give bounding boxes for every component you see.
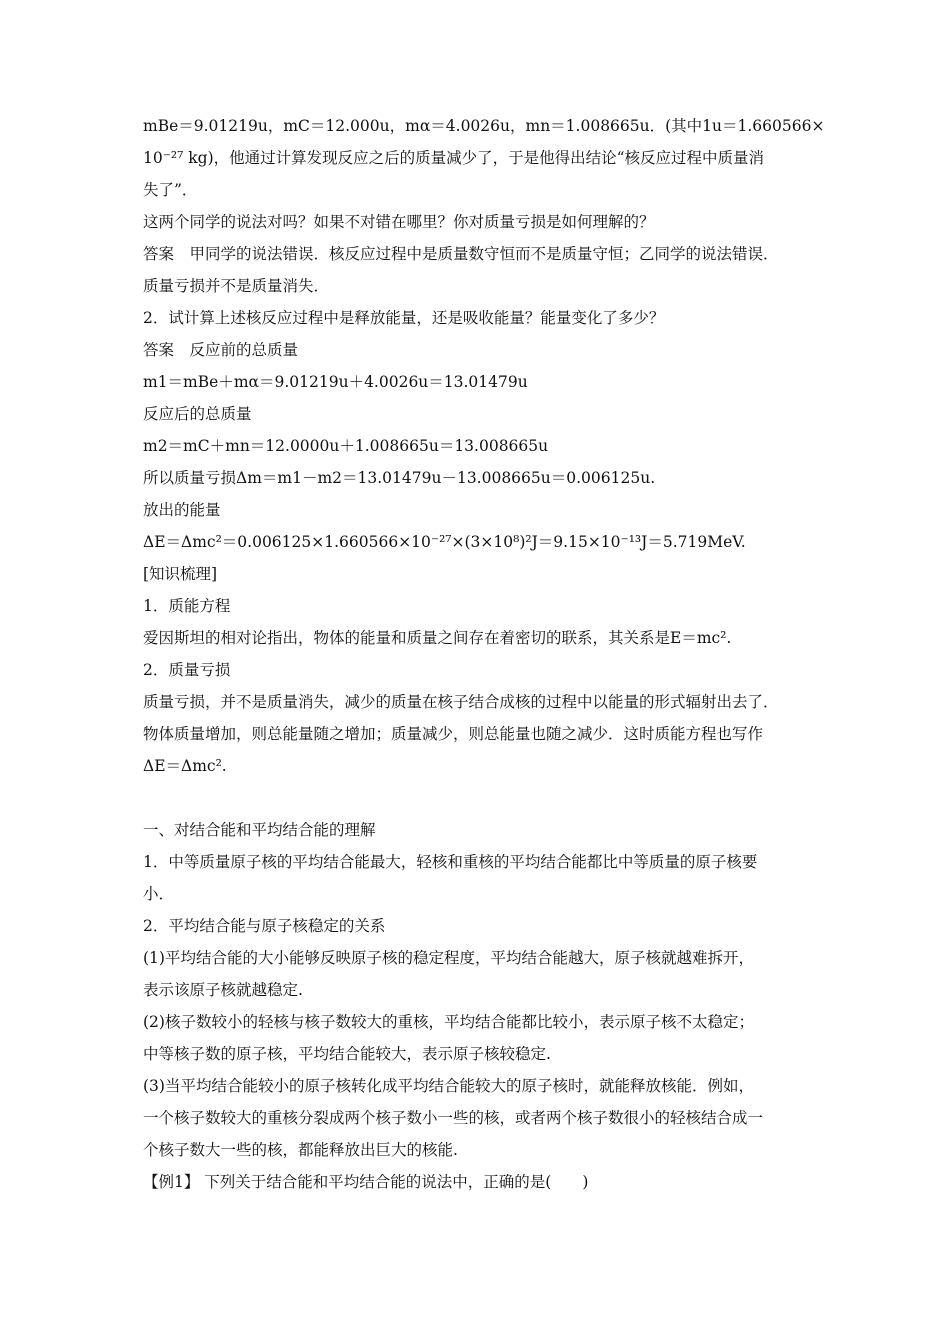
text-line: 所以质量亏损Δm＝m1－m2＝13.01479u－13.008665u＝0.006125u. [143, 469, 656, 487]
text-line: 1．中等质量原子核的平均结合能最大，轻核和重核的平均结合能都比中等质量的原子核要 [143, 853, 758, 871]
text-line: (2)核子数较小的轻核与核子数较大的重核，平均结合能都比较小，表示原子核不太稳定； [143, 1013, 754, 1031]
text-line: m2＝mC＋mn＝12.0000u＋1.008665u＝13.008665u [143, 437, 549, 455]
text-line: 这两个同学的说法对吗？如果不对错在哪里？你对质量亏损是如何理解的？ [143, 213, 655, 231]
text-line: ΔE＝Δmc². [143, 757, 227, 775]
text-line: 质量亏损并不是质量消失． [143, 277, 330, 295]
text-line: 10⁻²⁷ kg)，他通过计算发现反应之后的质量减少了，于是他得出结论“核反应过程中质量消 [143, 149, 765, 167]
text-line: 质量亏损，并不是质量消失，减少的质量在核子结合成核的过程中以能量的形式辐射出去了． [143, 693, 779, 711]
text-line: [知识梳理] [143, 565, 218, 583]
text-line: 放出的能量 [143, 501, 221, 519]
text-line: mBe＝9.01219u，mC＝12.000u，mα＝4.0026u，mn＝1.008665u．(其中1u＝1.660566× [143, 117, 825, 135]
text-line: 失了”． [143, 181, 198, 199]
text-line: 反应后的总质量 [143, 405, 252, 423]
text-line: 2．试计算上述核反应过程中是释放能量，还是吸收能量？能量变化了多少？ [143, 309, 665, 327]
text-line: 2．平均结合能与原子核稳定的关系 [143, 917, 386, 935]
text-line: (3)当平均结合能较小的原子核转化成平均结合能较大的原子核时，就能释放核能．例如， [143, 1077, 754, 1095]
text-line: 个核子数大一些的核，都能释放出巨大的核能. [143, 1141, 458, 1159]
text-line: 爱因斯坦的相对论指出，物体的能量和质量之间存在着密切的联系，其关系是E＝mc². [143, 629, 732, 647]
text-line: 表示该原子核就越稳定. [143, 981, 303, 999]
text-line: 答案 甲同学的说法错误．核反应过程中是质量数守恒而不是质量守恒；乙同学的说法错误． [143, 245, 779, 263]
text-line: m1＝mBe＋mα＝9.01219u＋4.0026u＝13.01479u [143, 373, 528, 391]
text-line: (1)平均结合能的大小能够反映原子核的稳定程度，平均结合能越大，原子核就越难拆开， [143, 949, 754, 967]
text-line: 【例1】 下列关于结合能和平均结合能的说法中，正确的是( ) [143, 1173, 589, 1191]
text-line: 答案 反应前的总质量 [143, 341, 299, 359]
text-line: 2．质量亏损 [143, 661, 231, 679]
text-line: 中等核子数的原子核，平均结合能较大，表示原子核较稳定. [143, 1045, 551, 1063]
text-line: 一、对结合能和平均结合能的理解 [143, 821, 376, 839]
text-line: 1．质能方程 [143, 597, 231, 615]
text-line: 物体质量增加，则总能量随之增加；质量减少，则总能量也随之减少．这时质能方程也写作 [143, 725, 764, 743]
text-line: 一个核子数较大的重核分裂成两个核子数小一些的核，或者两个核子数很小的轻核结合成一 [143, 1109, 764, 1127]
text-line: ΔE＝Δmc²＝0.006125×1.660566×10⁻²⁷×(3×10⁸)²J＝9.15×10⁻¹³J＝5.719MeV. [143, 533, 746, 551]
text-line: 小． [143, 885, 175, 903]
